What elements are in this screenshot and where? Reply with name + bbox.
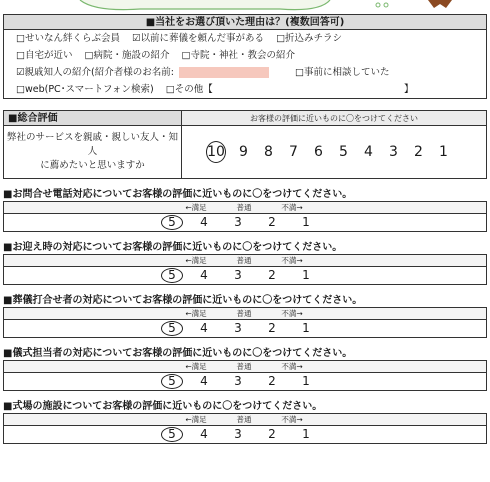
score-option[interactable]: 3 — [234, 374, 242, 388]
scale-label-normal: 普通 — [236, 309, 252, 318]
reason-prior-consultation[interactable]: □事前に相談していた — [295, 67, 390, 78]
reason-relative-referral[interactable]: ☑親戚知人の紹介(紹介者様のお名前: — [16, 67, 174, 78]
scale-label-satisfied: ←満足 — [185, 256, 207, 265]
score-option[interactable]: 9 — [239, 144, 248, 160]
score-option[interactable]: 3 — [234, 321, 242, 335]
scale-label-dissatisfied: 不満→ — [281, 415, 303, 424]
scale-spacer — [4, 361, 176, 372]
score-spacer — [4, 267, 161, 284]
reason-web-search[interactable]: □web(PC･スマートフォン検索) — [16, 84, 154, 95]
score-option[interactable]: 3 — [234, 215, 242, 229]
score-option[interactable]: 3 — [234, 268, 242, 282]
score-option[interactable]: 3 — [389, 144, 398, 160]
score-options — [4, 426, 486, 443]
question-list — [3, 188, 487, 444]
score-option[interactable]: 4 — [200, 268, 208, 282]
score-options — [4, 373, 486, 390]
question-title-phone-support: ■お問合せ電話対応についてお客様の評価に近いものに〇をつけてください。 — [3, 189, 353, 200]
overall-instruction: お客様の評価に近いものに〇をつけてください — [182, 111, 486, 125]
score-spacer — [4, 320, 161, 337]
score-option[interactable]: 2 — [268, 215, 276, 229]
scale-label-normal: 普通 — [236, 256, 252, 265]
scale-spacer — [4, 255, 176, 266]
question-title-planner-support: ■葬儀打合せ者の対応についてお客様の評価に近いものに〇をつけてください。 — [3, 295, 363, 306]
score-options — [4, 267, 486, 284]
reasons-section — [3, 14, 487, 99]
score-option[interactable]: 6 — [314, 144, 323, 160]
score-option[interactable]: 2 — [268, 268, 276, 282]
question-title-ceremony-staff: ■儀式担当者の対応についてお客様の評価に近いものに〇をつけてください。 — [3, 348, 353, 359]
scale-label-satisfied: ←満足 — [185, 203, 207, 212]
score-option[interactable]: 4 — [200, 374, 208, 388]
score-spacer — [4, 214, 161, 231]
reasons-title: ■当社をお選び頂いた理由は？(複数回答可) — [4, 15, 486, 30]
scale-spacer — [4, 308, 176, 319]
score-5-selected[interactable]: 5 — [161, 374, 183, 389]
score-option[interactable]: 3 — [234, 427, 242, 441]
score-option[interactable]: 2 — [414, 144, 423, 160]
score-option[interactable]: 4 — [364, 144, 373, 160]
score-option[interactable]: 4 — [200, 321, 208, 335]
scale-label-satisfied: ←満足 — [185, 309, 207, 318]
score-option[interactable]: 7 — [289, 144, 298, 160]
overall-evaluation — [3, 110, 487, 179]
reason-other-close-bracket: 】 — [404, 84, 414, 95]
overall-question-line2: に薦めたいと思いますか — [40, 160, 145, 171]
score-option[interactable]: 1 — [302, 215, 310, 229]
reason-other[interactable]: □その他【 — [165, 84, 213, 95]
score-5-selected[interactable]: 5 — [161, 427, 183, 442]
scale-labels — [4, 255, 486, 267]
overall-question-line1: 弊社のサービスを親戚・親しい友人・知人 — [6, 132, 178, 157]
reason-kizuna-club[interactable]: □せいなん絆くらぶ会員 — [16, 33, 120, 44]
scale-labels — [4, 414, 486, 426]
question-box-ceremony-staff — [3, 360, 487, 391]
score-option[interactable]: 2 — [268, 321, 276, 335]
scale-labels — [4, 361, 486, 373]
reason-temple-referral[interactable]: □寺院・神社・教会の紹介 — [181, 50, 296, 61]
redacted-name — [179, 67, 269, 78]
reason-hospital-referral[interactable]: □病院・施設の紹介 — [84, 50, 170, 61]
question-title-venue-facility: ■式場の施設についてお客様の評価に近いものに〇をつけてください。 — [3, 401, 323, 412]
reason-flyer[interactable]: □折込みチラシ — [276, 33, 343, 44]
question-title-pickup-support: ■お迎え時の対応についてお客様の評価に近いものに〇をつけてください。 — [3, 242, 343, 253]
question-box-planner-support — [3, 307, 487, 338]
question-box-phone-support — [3, 201, 487, 232]
reason-row-1 — [4, 30, 486, 47]
score-5-selected[interactable]: 5 — [161, 321, 183, 336]
reason-near-home[interactable]: □自宅が近い — [16, 50, 73, 61]
score-option[interactable]: 1 — [302, 427, 310, 441]
score-5-selected[interactable]: 5 — [161, 215, 183, 230]
scale-label-dissatisfied: 不満→ — [281, 256, 303, 265]
scale-label-dissatisfied: 不満→ — [281, 203, 303, 212]
score-option[interactable]: 1 — [302, 321, 310, 335]
scale-labels — [4, 202, 486, 214]
score-option[interactable]: 2 — [268, 427, 276, 441]
scale-label-normal: 普通 — [236, 362, 252, 371]
score-option[interactable]: 4 — [200, 215, 208, 229]
question-box-pickup-support — [3, 254, 487, 285]
score-options — [4, 320, 486, 337]
score-option[interactable]: 2 — [268, 374, 276, 388]
score-option[interactable]: 1 — [439, 144, 448, 160]
score-spacer — [4, 426, 161, 443]
score-5-selected[interactable]: 5 — [161, 268, 183, 283]
scale-label-dissatisfied: 不満→ — [281, 309, 303, 318]
score-options — [4, 214, 486, 231]
score-option[interactable]: 8 — [264, 144, 273, 160]
overall-score-options — [182, 126, 486, 178]
overall-title: ■総合評価 — [4, 111, 182, 125]
scale-label-normal: 普通 — [236, 415, 252, 424]
scale-spacer — [4, 202, 176, 213]
score-option[interactable]: 5 — [339, 144, 348, 160]
score-spacer — [4, 373, 161, 390]
score-option[interactable]: 4 — [200, 427, 208, 441]
scale-labels — [4, 308, 486, 320]
reason-row-3 — [4, 64, 486, 81]
scale-label-satisfied: ←満足 — [185, 415, 207, 424]
reason-row-4 — [4, 81, 486, 98]
score-10-selected[interactable]: 10 — [206, 141, 226, 163]
reason-previous-funeral[interactable]: ☑以前に葬儀を頼んだ事がある — [132, 33, 265, 44]
overall-question — [4, 126, 182, 178]
question-box-venue-facility — [3, 413, 487, 444]
score-option[interactable]: 1 — [302, 268, 310, 282]
scale-label-satisfied: ←満足 — [185, 362, 207, 371]
scale-spacer — [4, 414, 176, 425]
scale-label-normal: 普通 — [236, 203, 252, 212]
score-option[interactable]: 1 — [302, 374, 310, 388]
scale-label-dissatisfied: 不満→ — [281, 362, 303, 371]
reason-row-2 — [4, 47, 486, 64]
